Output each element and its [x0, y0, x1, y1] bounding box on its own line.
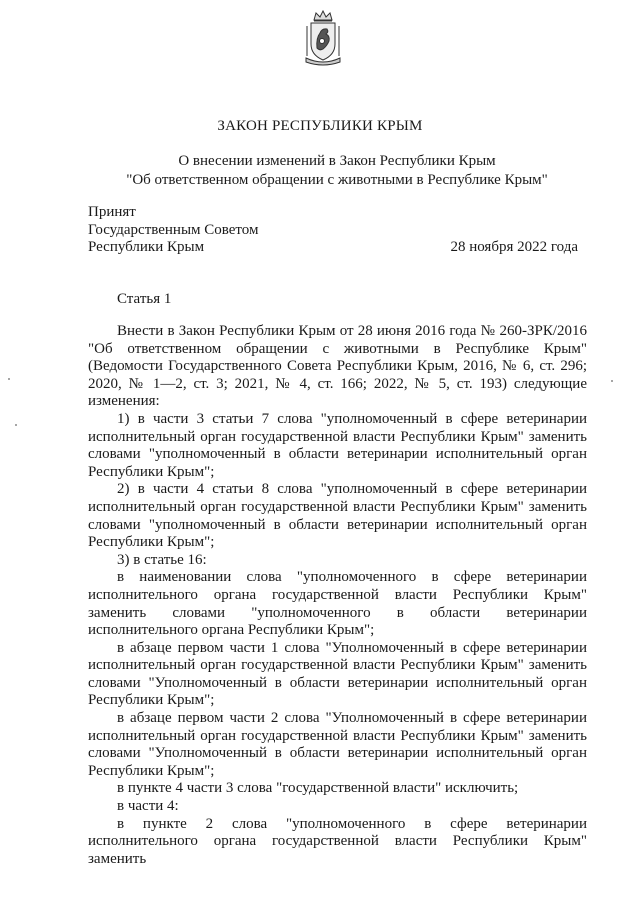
scan-speck [611, 380, 613, 382]
paragraph: в части 4: [117, 798, 179, 815]
crimea-coat-of-arms-icon [302, 8, 344, 68]
article-heading: Статья 1 [117, 291, 172, 307]
paragraph: 2) в части 4 статьи 8 слова "уполномоченный в сфере ветеринарии исполнительный орган государственной власти Республики Крым" заменить словами "уполномоченный в области ветеринарии исполнительный орган Республики Крым"; [88, 481, 587, 551]
paragraph: Внести в Закон Республики Крым от 28 июня 2016 года № 260-ЗРК/2016 "Об ответственном обращении с животными в Республике Крым" (Ведомости Государственного Совета Республики Крым, 2016, № 6, ст. 296; 2020, № 1—2, ст. 3; 2021, № 4, ст. 166; 2022, № 5, ст. 193) следующие изменения: [88, 323, 587, 410]
paragraph: в пункте 4 части 3 слова "государственной власти" исключить; [117, 780, 519, 797]
law-title: ЗАКОН РЕСПУБЛИКИ КРЫМ [217, 118, 423, 134]
paragraph: в наименовании слова "уполномоченного в сфере ветеринарии исполнительного органа государственной власти Республики Крым" заменить словами "уполномоченного в области ветеринарии исполнительного органа Республики Крым"; [88, 569, 587, 639]
article-body [88, 323, 587, 868]
adoption-block [88, 204, 259, 257]
law-subtitle [0, 152, 640, 190]
paragraph: в абзаце первом части 1 слова "Уполномоченный в сфере ветеринарии исполнительный орган государственной власти Республики Крым" заменить словами "Уполномоченный в области ветеринарии исполнительный орган Республики Крым"; [88, 639, 587, 709]
adoption-line: Государственным Советом [88, 221, 259, 238]
adoption-date: 28 ноября 2022 года [450, 239, 578, 255]
scan-speck [15, 424, 17, 426]
paragraph: в абзаце первом части 2 слова "Уполномоченный в сфере ветеринарии исполнительный орган государственной власти Республики Крым" заменить словами "Уполномоченный в области ветеринарии исполнительный орган Республики Крым"; [88, 710, 587, 779]
paragraph: 1) в части 3 статьи 7 слова "уполномоченный в сфере ветеринарии исполнительный орган государственной власти Республики Крым" заменить словами "уполномоченный в области ветеринарии исполнительный орган Республики Крым"; [88, 410, 587, 480]
adoption-line: Принят [88, 204, 136, 220]
adoption-line: Республики Крым [88, 239, 205, 255]
subtitle-line: О внесении изменений в Закон Республики Крым [178, 153, 496, 169]
paragraph: в пункте 2 слова "уполномоченного в сфере ветеринарии исполнительного органа государственной власти Республики Крым" заменить [88, 815, 587, 867]
scan-speck [8, 378, 10, 380]
subtitle-line: "Об ответственном обращении с животными в Республике Крым" [126, 172, 548, 188]
paragraph: 3) в статье 16: [117, 551, 207, 568]
